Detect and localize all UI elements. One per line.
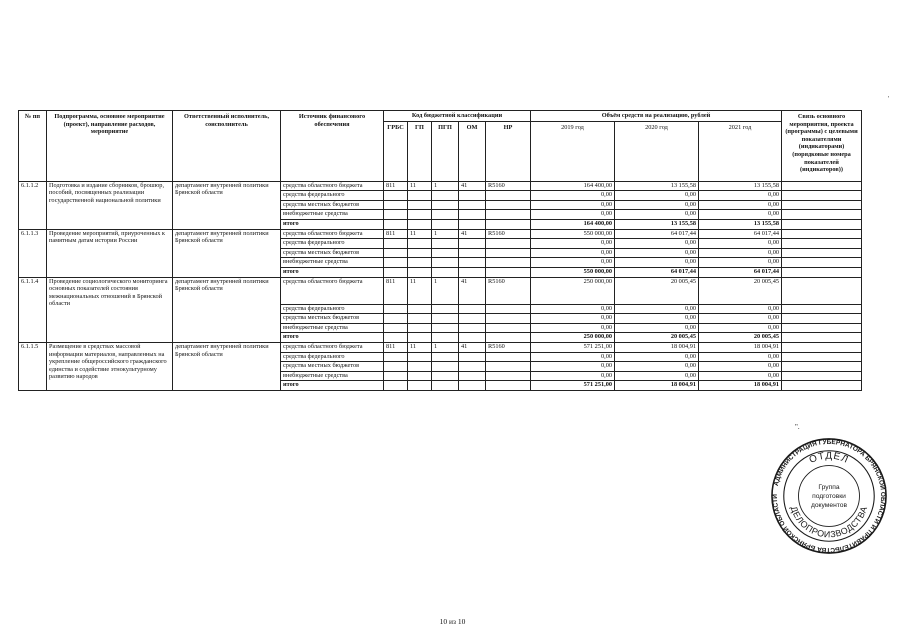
code-gp xyxy=(408,239,432,249)
header-2019: 2019 год xyxy=(531,121,615,181)
code-np xyxy=(486,333,531,343)
code-om: 41 xyxy=(459,181,486,191)
funding-source: средства местных бюджетов xyxy=(281,314,384,324)
code-grbs xyxy=(384,258,408,268)
code-grbs xyxy=(384,371,408,381)
code-pgp xyxy=(432,219,459,229)
amount-2020: 18 004,91 xyxy=(615,381,699,391)
header-2021: 2021 год xyxy=(699,121,782,181)
funding-source: средства федерального xyxy=(281,304,384,314)
code-pgp xyxy=(432,248,459,258)
page-number: 10 из 10 xyxy=(439,617,466,626)
code-grbs: 811 xyxy=(384,181,408,191)
row-number: 6.1.1.4 xyxy=(19,277,47,342)
indicator-link xyxy=(782,229,862,239)
activity-name: Размещение в средствах массовой информации материалов, направленных на укрепление общероссийского гражданского единства и содействие этнокультурному развитию народов xyxy=(47,342,173,390)
code-grbs xyxy=(384,267,408,277)
indicator-link xyxy=(782,362,862,372)
amount-2021: 0,00 xyxy=(699,314,782,324)
code-pgp xyxy=(432,362,459,372)
margin-mark: ' xyxy=(888,95,890,103)
code-grbs xyxy=(384,304,408,314)
code-pgp xyxy=(432,267,459,277)
funding-source: средства областного бюджета xyxy=(281,342,384,352)
code-pgp xyxy=(432,381,459,391)
header-budget-code: Код бюджетной классификации xyxy=(384,111,531,122)
indicator-link xyxy=(782,371,862,381)
code-np xyxy=(486,191,531,201)
indicator-link xyxy=(782,342,862,352)
code-gp xyxy=(408,362,432,372)
amount-2020: 0,00 xyxy=(615,314,699,324)
code-np xyxy=(486,239,531,249)
amount-2019: 0,00 xyxy=(531,314,615,324)
amount-2020: 20 005,45 xyxy=(615,333,699,343)
code-grbs xyxy=(384,219,408,229)
code-pgp xyxy=(432,323,459,333)
amount-2021: 20 005,45 xyxy=(699,277,782,304)
executor: департамент внутренней политики Брянской области xyxy=(173,229,281,277)
code-np xyxy=(486,258,531,268)
indicator-link xyxy=(782,314,862,324)
code-grbs xyxy=(384,314,408,324)
code-gp xyxy=(408,304,432,314)
activity-name: Проведение социологического мониторинга основных показателей состояния межнациональных отношений в Брянской области xyxy=(47,277,173,342)
code-grbs: 811 xyxy=(384,342,408,352)
header-executor: Ответственный исполнитель, соисполнитель xyxy=(173,111,281,182)
stamp-arc-top: ОТДЕЛ xyxy=(807,450,851,466)
header-2020: 2020 год xyxy=(615,121,699,181)
funding-source: средства местных бюджетов xyxy=(281,200,384,210)
funding-source: средства областного бюджета xyxy=(281,229,384,239)
code-np xyxy=(486,371,531,381)
table-row xyxy=(19,229,862,239)
amount-2021: 0,00 xyxy=(699,258,782,268)
code-pgp xyxy=(432,210,459,220)
amount-2019: 550 000,00 xyxy=(531,267,615,277)
amount-2019: 0,00 xyxy=(531,304,615,314)
code-gp xyxy=(408,381,432,391)
code-gp xyxy=(408,323,432,333)
amount-2021: 0,00 xyxy=(699,304,782,314)
funding-source: средства федерального xyxy=(281,239,384,249)
funding-source: средства федерального xyxy=(281,352,384,362)
code-pgp xyxy=(432,258,459,268)
code-om xyxy=(459,258,486,268)
code-om xyxy=(459,267,486,277)
amount-2019: 0,00 xyxy=(531,191,615,201)
code-grbs xyxy=(384,362,408,372)
funding-source: итого xyxy=(281,381,384,391)
header-program: Подпрограмма, основное мероприятие (проект), направление расходов, мероприятие xyxy=(47,111,173,182)
executor: департамент внутренней политики Брянской области xyxy=(173,181,281,229)
amount-2019: 0,00 xyxy=(531,362,615,372)
code-grbs xyxy=(384,381,408,391)
funding-source: средства местных бюджетов xyxy=(281,248,384,258)
code-om xyxy=(459,219,486,229)
code-gp xyxy=(408,371,432,381)
row-number: 6.1.1.2 xyxy=(19,181,47,229)
row-number: 6.1.1.3 xyxy=(19,229,47,277)
code-pgp xyxy=(432,191,459,201)
header-volume: Объём средств на реализацию, рублей xyxy=(531,111,782,122)
code-grbs: 811 xyxy=(384,277,408,304)
code-pgp: 1 xyxy=(432,342,459,352)
executor: департамент внутренней политики Брянской области xyxy=(173,277,281,342)
stamp-line-2: подготовки xyxy=(812,492,846,500)
code-gp xyxy=(408,314,432,324)
amount-2020: 0,00 xyxy=(615,239,699,249)
amount-2020: 0,00 xyxy=(615,258,699,268)
code-np: R5160 xyxy=(486,277,531,304)
funding-source: средства местных бюджетов xyxy=(281,362,384,372)
indicator-link xyxy=(782,239,862,249)
code-om: 41 xyxy=(459,342,486,352)
code-np xyxy=(486,323,531,333)
code-np: R5160 xyxy=(486,342,531,352)
code-om xyxy=(459,362,486,372)
funding-source: итого xyxy=(281,267,384,277)
amount-2021: 64 017,44 xyxy=(699,229,782,239)
funding-source: итого xyxy=(281,219,384,229)
amount-2020: 0,00 xyxy=(615,362,699,372)
code-om: 41 xyxy=(459,229,486,239)
funding-source: средства областного бюджета xyxy=(281,277,384,304)
code-grbs xyxy=(384,333,408,343)
indicator-link xyxy=(782,191,862,201)
amount-2019: 0,00 xyxy=(531,239,615,249)
code-gp xyxy=(408,210,432,220)
code-om xyxy=(459,191,486,201)
amount-2021: 18 004,91 xyxy=(699,381,782,391)
code-pgp: 1 xyxy=(432,229,459,239)
code-gp xyxy=(408,219,432,229)
header-pgp: ПГП xyxy=(432,121,459,181)
amount-2021: 64 017,44 xyxy=(699,267,782,277)
header-grbs: ГРБС xyxy=(384,121,408,181)
header-np: НР xyxy=(486,121,531,181)
indicator-link xyxy=(782,323,862,333)
code-gp: 11 xyxy=(408,229,432,239)
amount-2019: 164 400,00 xyxy=(531,219,615,229)
amount-2021: 0,00 xyxy=(699,371,782,381)
code-gp xyxy=(408,267,432,277)
code-gp: 11 xyxy=(408,181,432,191)
code-om xyxy=(459,248,486,258)
code-np xyxy=(486,352,531,362)
amount-2019: 164 400,00 xyxy=(531,181,615,191)
funding-source: внебюджетные средства xyxy=(281,323,384,333)
funding-source: внебюджетные средства xyxy=(281,371,384,381)
code-om xyxy=(459,304,486,314)
indicator-link xyxy=(782,210,862,220)
amount-2020: 0,00 xyxy=(615,352,699,362)
code-pgp xyxy=(432,304,459,314)
amount-2020: 64 017,44 xyxy=(615,267,699,277)
activity-name: Проведение мероприятий, приуроченных к памятным датам истории России xyxy=(47,229,173,277)
amount-2021: 0,00 xyxy=(699,239,782,249)
stamp-line-3: документов xyxy=(810,501,848,509)
code-np xyxy=(486,219,531,229)
indicator-link xyxy=(782,304,862,314)
code-np xyxy=(486,362,531,372)
code-om xyxy=(459,200,486,210)
indicator-link xyxy=(782,258,862,268)
table-row xyxy=(19,277,862,304)
amount-2021: 0,00 xyxy=(699,191,782,201)
code-om xyxy=(459,333,486,343)
stamp-outer-text: АДМИНИСТРАЦИЯ ГУБЕРНАТОРА БРЯНСКОЙ ОБЛАСТИ И ПРАВИТЕЛЬСТВА БРЯНСКОЙ ОБЛАСТИ xyxy=(771,438,887,554)
code-pgp xyxy=(432,333,459,343)
code-np: R5160 xyxy=(486,181,531,191)
amount-2020: 0,00 xyxy=(615,200,699,210)
code-grbs xyxy=(384,323,408,333)
code-om xyxy=(459,352,486,362)
amount-2021: 0,00 xyxy=(699,323,782,333)
code-gp xyxy=(408,248,432,258)
code-om xyxy=(459,381,486,391)
code-gp: 11 xyxy=(408,277,432,304)
code-np xyxy=(486,248,531,258)
amount-2019: 0,00 xyxy=(531,200,615,210)
amount-2021: 0,00 xyxy=(699,210,782,220)
amount-2019: 0,00 xyxy=(531,352,615,362)
amount-2021: 0,00 xyxy=(699,200,782,210)
closing-quote: ". xyxy=(795,423,800,431)
amount-2019: 250 000,00 xyxy=(531,277,615,304)
code-om xyxy=(459,371,486,381)
funding-source: средства областного бюджета xyxy=(281,181,384,191)
amount-2020: 13 155,58 xyxy=(615,219,699,229)
code-np xyxy=(486,200,531,210)
funding-source: внебюджетные средства xyxy=(281,258,384,268)
code-om xyxy=(459,323,486,333)
code-np xyxy=(486,381,531,391)
department-stamp xyxy=(770,437,888,555)
code-pgp xyxy=(432,239,459,249)
amount-2019: 550 000,00 xyxy=(531,229,615,239)
header-num: № пп xyxy=(19,111,47,182)
amount-2020: 0,00 xyxy=(615,304,699,314)
amount-2020: 64 017,44 xyxy=(615,229,699,239)
code-grbs xyxy=(384,248,408,258)
budget-table xyxy=(18,110,862,391)
code-grbs xyxy=(384,200,408,210)
amount-2021: 0,00 xyxy=(699,362,782,372)
amount-2019: 0,00 xyxy=(531,323,615,333)
funding-source: внебюджетные средства xyxy=(281,210,384,220)
table-row xyxy=(19,181,862,191)
code-np xyxy=(486,304,531,314)
amount-2021: 0,00 xyxy=(699,352,782,362)
code-om xyxy=(459,210,486,220)
row-number: 6.1.1.5 xyxy=(19,342,47,390)
activity-name: Подготовка и издание сборников, брошюр, пособий, посвященных реализации государственной национальной политики xyxy=(47,181,173,229)
amount-2021: 18 004,91 xyxy=(699,342,782,352)
table-body xyxy=(19,181,862,390)
amount-2021: 13 155,58 xyxy=(699,181,782,191)
header-source: Источник финансового обеспечения xyxy=(281,111,384,182)
amount-2019: 250 000,00 xyxy=(531,333,615,343)
amount-2019: 0,00 xyxy=(531,258,615,268)
code-om: 41 xyxy=(459,277,486,304)
code-pgp xyxy=(432,314,459,324)
amount-2020: 20 005,45 xyxy=(615,277,699,304)
header-link: Связь основного мероприятия, проекта (программы) с целевыми показателями (индикаторами) (порядковые номера показателей (индикаторов)) xyxy=(782,111,862,182)
indicator-link xyxy=(782,267,862,277)
code-gp: 11 xyxy=(408,342,432,352)
indicator-link xyxy=(782,200,862,210)
code-grbs xyxy=(384,352,408,362)
code-gp xyxy=(408,352,432,362)
indicator-link xyxy=(782,181,862,191)
code-gp xyxy=(408,200,432,210)
amount-2019: 571 251,00 xyxy=(531,342,615,352)
amount-2021: 13 155,58 xyxy=(699,219,782,229)
code-gp xyxy=(408,333,432,343)
amount-2020: 0,00 xyxy=(615,323,699,333)
code-om xyxy=(459,239,486,249)
amount-2019: 0,00 xyxy=(531,371,615,381)
stamp-line-1: Группа xyxy=(818,484,840,492)
indicator-link xyxy=(782,333,862,343)
funding-source: средства федерального xyxy=(281,191,384,201)
code-np: R5160 xyxy=(486,229,531,239)
amount-2021: 0,00 xyxy=(699,248,782,258)
amount-2020: 0,00 xyxy=(615,371,699,381)
indicator-link xyxy=(782,248,862,258)
amount-2020: 13 155,58 xyxy=(615,181,699,191)
code-om xyxy=(459,314,486,324)
code-grbs xyxy=(384,239,408,249)
code-pgp xyxy=(432,200,459,210)
code-pgp xyxy=(432,371,459,381)
amount-2020: 0,00 xyxy=(615,191,699,201)
code-gp xyxy=(408,191,432,201)
indicator-link xyxy=(782,219,862,229)
code-grbs: 811 xyxy=(384,229,408,239)
code-pgp xyxy=(432,352,459,362)
code-np xyxy=(486,210,531,220)
indicator-link xyxy=(782,277,862,304)
amount-2020: 0,00 xyxy=(615,210,699,220)
code-gp xyxy=(408,258,432,268)
table-row xyxy=(19,342,862,352)
amount-2019: 0,00 xyxy=(531,248,615,258)
amount-2021: 20 005,45 xyxy=(699,333,782,343)
code-grbs xyxy=(384,191,408,201)
executor: департамент внутренней политики Брянской области xyxy=(173,342,281,390)
code-np xyxy=(486,314,531,324)
funding-source: итого xyxy=(281,333,384,343)
header-gp: ГП xyxy=(408,121,432,181)
code-pgp: 1 xyxy=(432,181,459,191)
code-pgp: 1 xyxy=(432,277,459,304)
amount-2020: 0,00 xyxy=(615,248,699,258)
code-np xyxy=(486,267,531,277)
code-grbs xyxy=(384,210,408,220)
amount-2019: 571 251,00 xyxy=(531,381,615,391)
amount-2019: 0,00 xyxy=(531,210,615,220)
amount-2020: 18 004,91 xyxy=(615,342,699,352)
indicator-link xyxy=(782,352,862,362)
indicator-link xyxy=(782,381,862,391)
header-om: ОМ xyxy=(459,121,486,181)
stamp-arc-bottom: ДЕЛОПРОИЗВОДСТВА xyxy=(788,504,870,540)
